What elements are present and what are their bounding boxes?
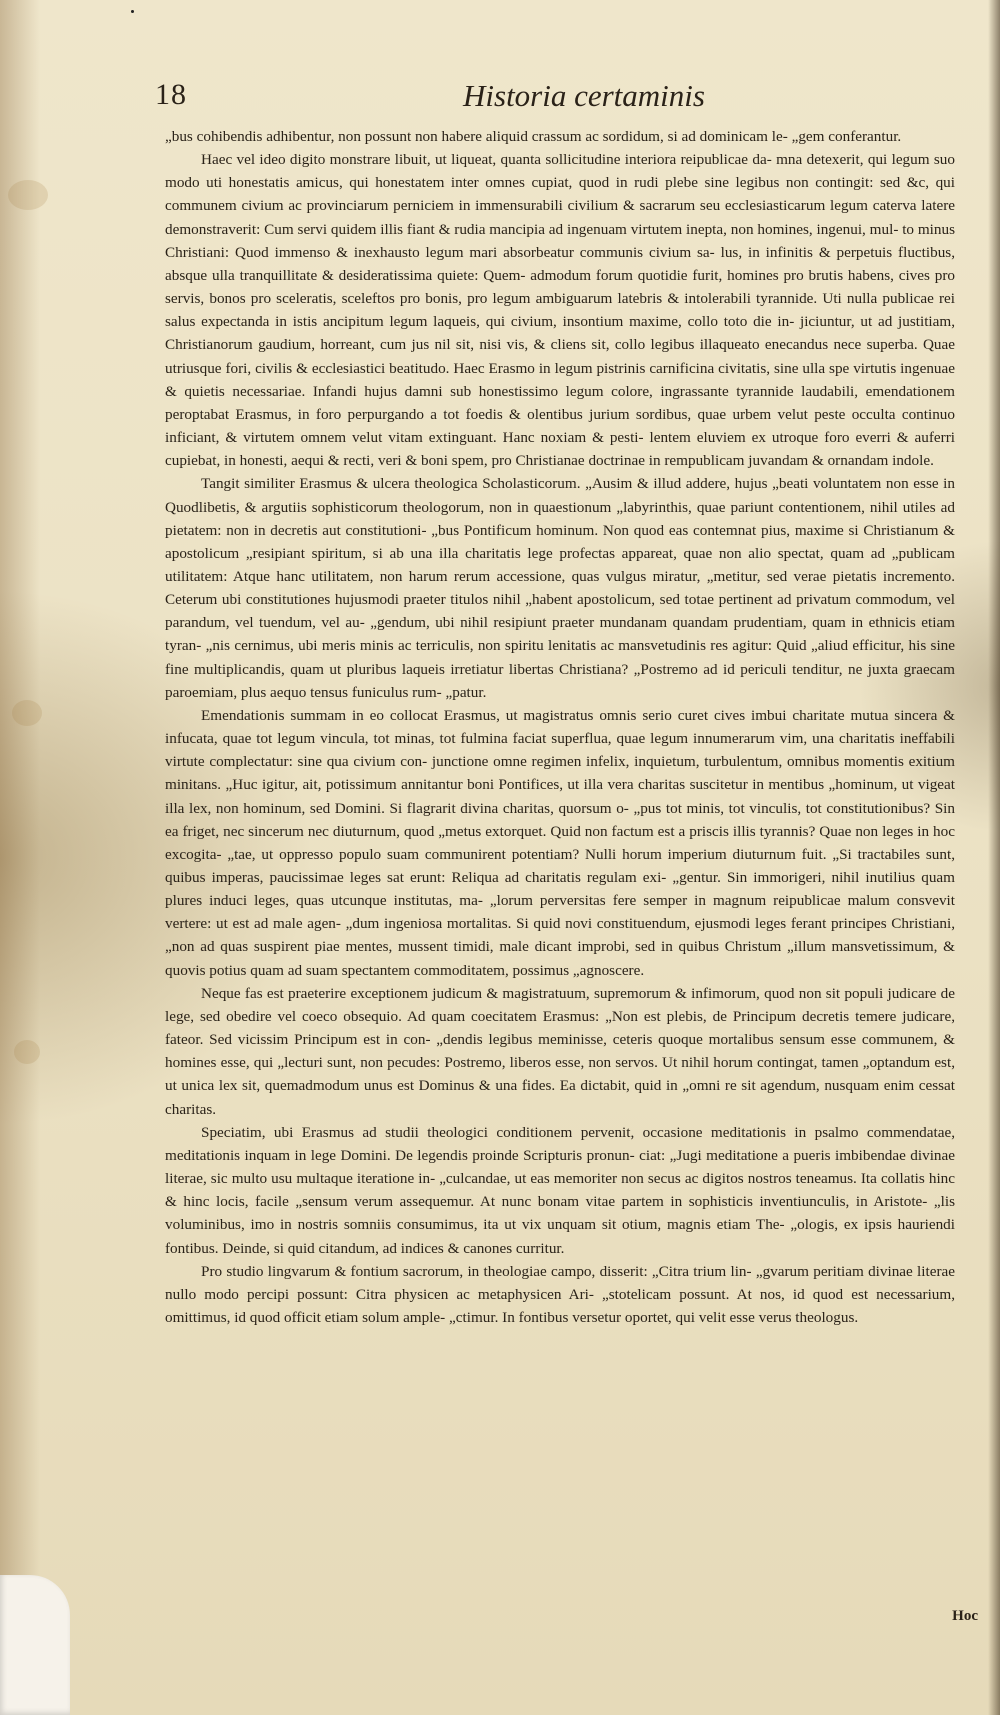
page-header <box>155 78 985 122</box>
paragraph: Speciatim, ubi Erasmus ad studii theologici conditionem pervenit, occasione meditationis in psalmo commendatae, meditationis inquam in lege Domini. De legendis proinde Scripturis pronun- ciat: „Jugi meditatione a pueris imbibendae divinae literae, sic multo usu multaque iteratione in- „culcandae, ut eas memoriter non secus ac digitos nostros teneamus. Ita collatis hinc & hinc locis, facile „sensum verum assequemur. At nunc bonam vitae partem in sophisticis inventiunculis, in Aristote- „lis voluminibus, imo in nostris somniis consumimus, ita ut vix unquam sit otium, magnis etiam The- „ologis, ex ipsis hauriendi fontibus. Deinde, si quid citandum, ad indices & canones curritur. <box>165 1123 955 1257</box>
torn-corner <box>0 1575 70 1715</box>
foxing-stain <box>8 180 48 210</box>
paragraph: Haec vel ideo digito monstrare libuit, ut liqueat, quanta sollicitudine interiora reipublicae da- mna detexerit, qui legum suo modo uti honestatis amicus, qui honestatem inter omnes cupiat, quod in rudi plebe sine legibus non contingit: sed &c, qui communem civium ac provinciarum perniciem in immensurabili civilium & sacrarum seu ecclesiasticarum legum caterva latere demonstraverit: Cum servi quidem illis fiant & rudia mancipia ad ingenuam virtutem inepta, non homines, ingenui, mul- to minus Christiani: Quod immenso & inexhausto legum mari absorbeatur communis civium sa- lus, in infinitis & perpetuis fluctibus, absque ulla tranquillitate & desideratissima quiete: Quem- admodum forum quotidie furit, homines pro brutis habens, cives pro servis, bonos pro sceleratis, sceleftos pro bonis, pro legum ambiguarum latebris & intolerabili tyrannide. Uti nulla publicae rei salus expectanda in istis ancipitum legum laqueis, qui civium, insontium maxime, collo toto die in- jiciuntur, ut ad justitiam, Christianorum gaudium, horreant, cum jus nil sit, nisi vis, & cliens sit, collo legibus illaqueato enecandus nece superba. Quae utriusque fori, civilis & ecclesiastici beatitudo. Haec Erasmo in legum pistrinis carnificina civitatis, sine ulla spe virtutis ingenuae & quietis necessariae. Infandi hujus damni sub honestissimo legum colore, ingrassante tyrannide laudabili, emendationem peroptabat Erasmus, in foro perpurgando a tot foedis & olentibus jurium sordibus, quae urbem velut peste occulta continuo inficiant, & virtutem omnem velut vitam extinguant. Hanc noxiam & pesti- lentem eluviem ex utroque foro everri & auferri cupiebat, in honesti, aequi & recti, veri & boni spem, pro Christianae doctrinae in rempublicam juvandam & ornandam indole. <box>165 151 955 470</box>
foxing-stain <box>12 700 42 726</box>
paragraph: Emendationis summam in eo collocat Erasmus, ut magistratus omnis serio curet cives imbui charitate mutua sincera & infucata, quae tot legum vincula, tot minas, tot fulmina faciat superflua, quae legum innumerarum vim, una charitatis ineffabili virtute complectatur: sine qua civium con- junctione omne regimen infelix, inquietum, turbulentum, omnibus momentis exitium minitans. „Huc igitur, ait, potissimum annitantur boni Pontifices, ut illa vera charitas suscitetur in mentibus „hominum, ut vigeat illa lex, non hominum, sed Domini. Si flagrarit divina charitas, quorsum o- „pus tot minis, tot vinculis, tot constitutionibus? Sin ea friget, nec sincerum nec diuturnum, quod „metus extorquet. Quid non factum est a priscis illis tyrannis? Quae non leges in hoc excogita- „tae, ut oppresso populo suam communirent potentiam? Nulli horum imperium diuturnum fuit. „Si tractabiles sunt, quibus imperas, paucissimae leges sat erunt: Reliqua ad charitatis regulam exi- „gentur. Sin immorigeri, nihil inutilius quam plures induci leges, quas utcunque institutas, ma- „lorum perversitas fere semper in magnum reipublicae malum consvevit vertere: ut est ad male agen- „dum ingeniosa mortalitas. Si quid novi constituendum, ejusmodi leges ferant principes Christiani, „non ad quas suspirent piae mentes, mussent timidi, male dicant improbi, sed in quibus Christum „illum mansvetissimum, & quovis potius quam ad suam spectantem commoditatem, possimus „agnoscere. <box>165 706 955 979</box>
ink-speck <box>131 10 134 13</box>
foxing-stain <box>14 1040 40 1064</box>
paragraph: Pro studio lingvarum & fontium sacrorum, in theologiae campo, disserit: „Citra trium lin- „gvarum peritiam divinae literae nullo modo percipi possunt: Citra physicen ac metaphysicen Ari- „stotelicam possunt. At nos, id quod est necessarium, omittimus, id quod officit etiam solum ample- „ctimur. In fontibus versetur oportet, qui velit esse verus theologus. <box>165 1262 955 1326</box>
paragraph: Tangit similiter Erasmus & ulcera theologica Scholasticorum. „Ausim & illud addere, hujus „beati voluntatem non esse in Quodlibetis, & argutiis sophisticorum theologorum, non in quaestionum „labyrinthis, quae pariunt contentionem, nihil utiles ad pietatem: non in decretis aut constitutioni- „bus Pontificum hominum. Non quod eas contemnat pius, maxime si Christianum & apostolicum „resipiant spiritum, si ab una illa charitatis lege profectas appareat, quae non alio spectat, quam ad „publicam utilitatem: Atque hanc utilitatem, non harum rerum accessione, quas vulgus miratur, „metitur, sed verae pietatis incremento. Ceterum ubi constitutiones hujusmodi praeter titulos nihil „habent apostolicum, sed totae pertinent ad privatum commodum, vel parandum, vel tuendum, vel au- „gendum, ubi nihil resipiunt praeter mundanam quandam prudentiam, quam in ethnicis etiam tyran- „nis cernimus, ubi meris minis ac terriculis, non spiritu lenitatis ac mansvetudinis res agitur: Quid „aliud efficitur, his sine fine multiplicandis, quam ut pluribus laqueis irretiatur libertas Christiana? „Postremo ad id periculi tenditur, ne juxta graecam paroemiam, plus aequo tensus funiculus rum- „patur. <box>165 475 955 701</box>
catchword: Hoc <box>952 1608 978 1624</box>
paragraph: „bus cohibendis adhibentur, non possunt non habere aliquid crassum ac sordidum, si ad dominicam le- „gem conferantur. <box>165 128 902 145</box>
page-spine-shadow <box>0 0 40 1715</box>
body-text <box>165 125 955 1329</box>
paragraph: Neque fas est praeterire exceptionem judicum & magistratuum, supremorum & infimorum, quod non sit populi judicare de lege, sed obedire vel coeco obsequio. Ad quam coecitatem Erasmus: „Non est plebis, de Principum decretis temere judicare, fateor. Sed vicissim Principum est in con- „dendis legibus meminisse, ceteris quoque mortalibus sensum esse communem, & homines esse, qui „lecturi sunt, non pecudes: Postremo, liberos esse, non servos. Ut nihil horum contingat, tamen „optandum est, ut unica lex sit, quemadmodum unus est Dominus & una fides. Ea dictabit, quid in „omni re sit agendum, nusquam enim cessat charitas. <box>165 984 955 1118</box>
running-title: Historia certaminis <box>463 78 705 113</box>
page-number: 18 <box>155 78 187 111</box>
